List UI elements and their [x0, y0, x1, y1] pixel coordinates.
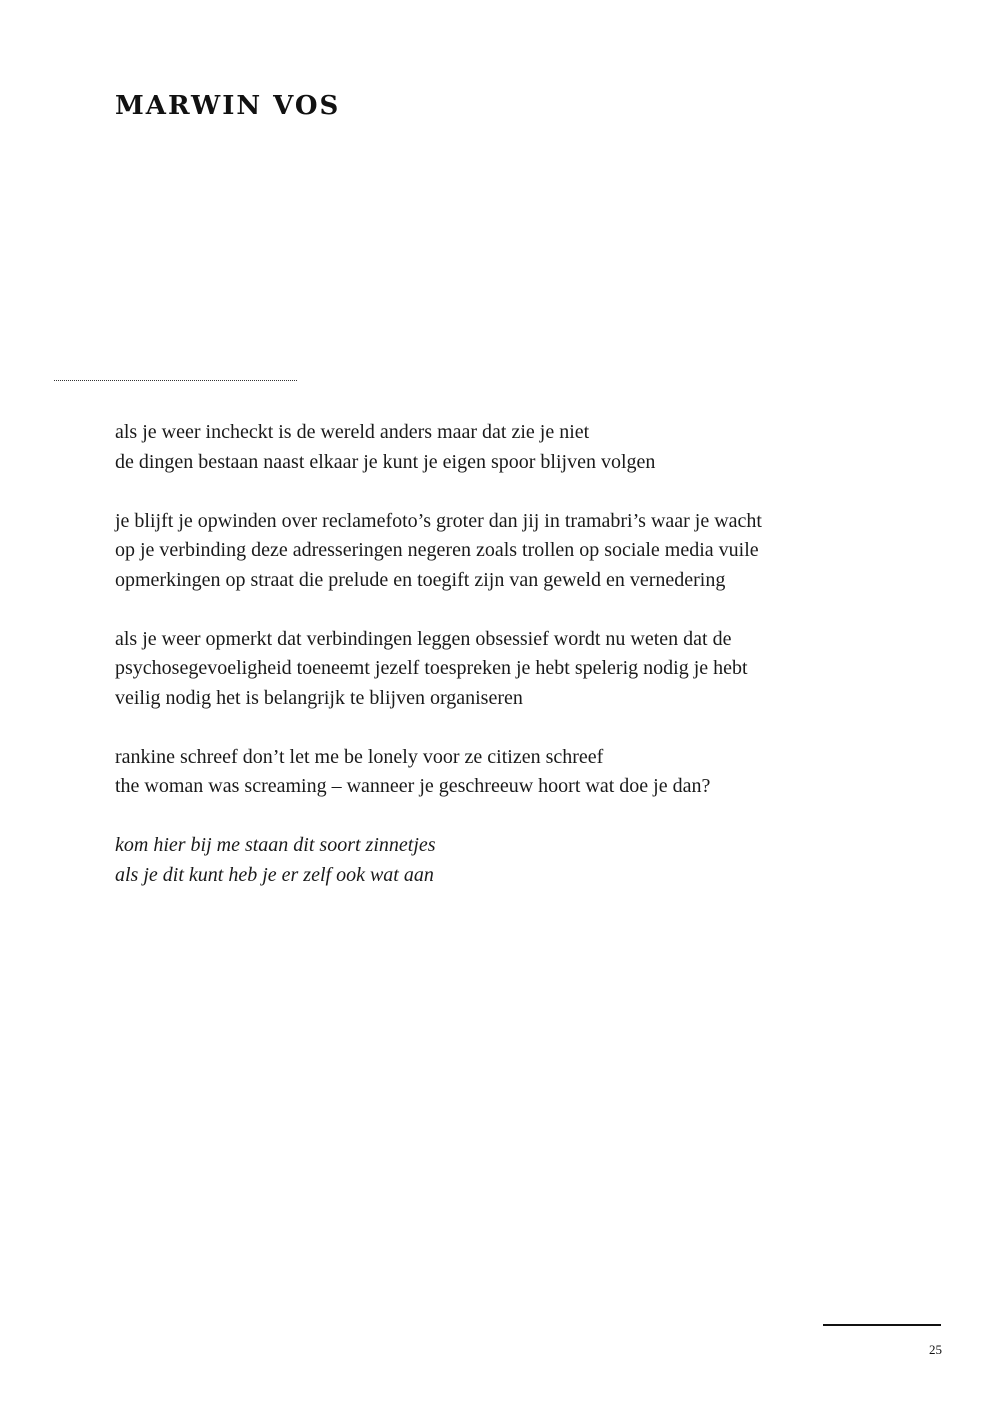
page-number: 25	[929, 1342, 942, 1357]
stanza	[115, 625, 875, 714]
poem-body	[115, 418, 875, 920]
poem-line: als je weer incheckt is de wereld anders maar dat zie je niet	[115, 421, 590, 443]
stanza	[115, 507, 875, 596]
poem-line: the woman was screaming – wanneer je geschreeuw hoort wat doe je dan?	[115, 775, 711, 797]
poem-line: kom hier bij me staan dit soort zinnetjes	[115, 834, 436, 856]
footer-rule	[823, 1324, 941, 1326]
poem-line: psychosegevoeligheid toeneemt jezelf toespreken je hebt spelerig nodig je hebt	[115, 657, 748, 679]
dotted-divider	[54, 380, 297, 381]
poem-line: opmerkingen op straat die prelude en toegift zijn van geweld en vernedering	[115, 568, 726, 591]
author-name: MARWIN VOS	[115, 91, 341, 121]
poem-line: de dingen bestaan naast elkaar je kunt je eigen spoor blijven volgen	[115, 450, 656, 473]
stanza	[115, 743, 875, 802]
poem-line: als je dit kunt heb je er zelf ook wat aan	[115, 863, 434, 886]
poem-line: op je verbinding deze adresseringen negeren zoals trollen op sociale media vuile	[115, 539, 759, 561]
stanza	[115, 418, 875, 477]
poem-line: je blijft je opwinden over reclamefoto’s groter dan jij in tramabri’s waar je wacht	[115, 509, 762, 532]
italic-stanza	[115, 831, 875, 890]
poem-line: als je weer opmerkt dat verbindingen leggen obsessief wordt nu weten dat de	[115, 627, 732, 650]
poem-line: rankine schreef don’t let me be lonely voor ze citizen schreef	[115, 745, 604, 768]
poem-line: veilig nodig het is belangrijk te blijven organiseren	[115, 686, 523, 709]
